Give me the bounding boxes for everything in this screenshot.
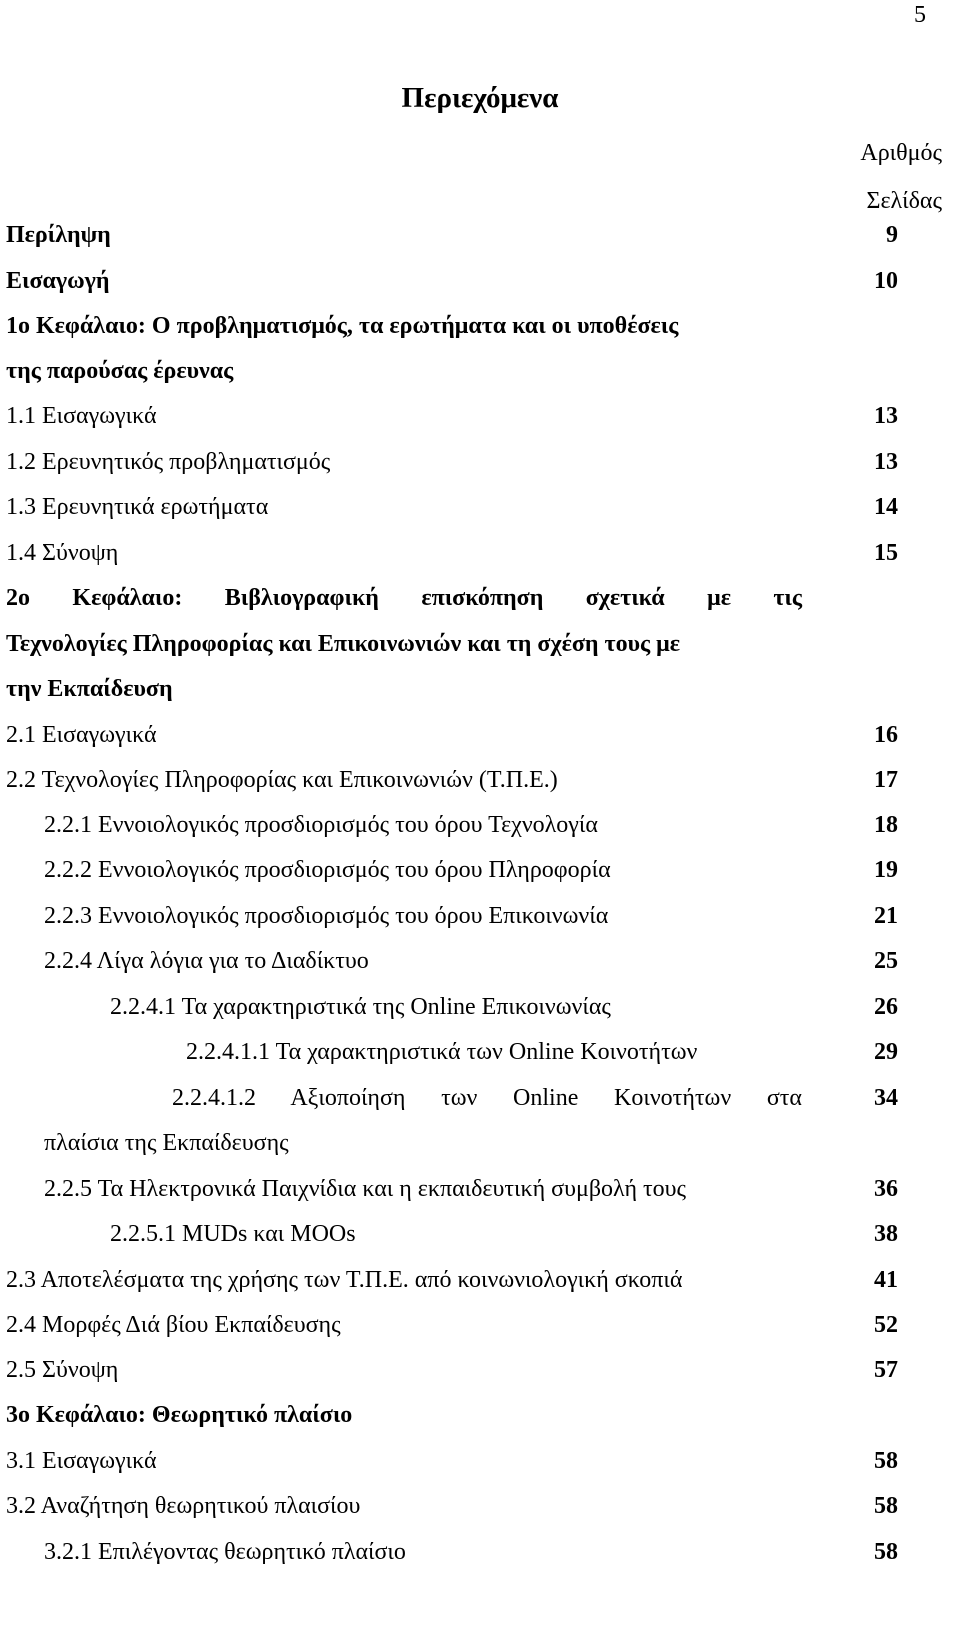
toc-entry-page: 38 [874, 1221, 898, 1247]
toc-entry [0, 403, 960, 449]
toc-entry-text: Τεχνολογίες Πληροφορίας και Επικοινωνιών και τη σχέση τους με [6, 631, 681, 657]
toc-entry-page: 36 [874, 1176, 898, 1202]
toc-entry-page: 15 [874, 540, 898, 566]
toc-entry-page: 13 [874, 449, 898, 475]
toc-entry-text: Περίληψη [6, 222, 111, 248]
page-number: 5 [914, 2, 926, 28]
toc-entry-page: 16 [874, 722, 898, 748]
toc-title: Περιεχόμενα [401, 82, 559, 114]
toc-entry [0, 222, 960, 268]
toc-entry-text: 2.2.2 Εννοιολογικός προσδιορισμός του όρου Πληροφορία [44, 857, 611, 883]
toc-entry-page: 18 [874, 812, 898, 838]
toc-entry-page: 58 [874, 1448, 898, 1474]
toc-entry [0, 313, 960, 359]
toc-entry [0, 1130, 960, 1176]
toc-entry-page: 13 [874, 403, 898, 429]
toc-entry [0, 1357, 960, 1403]
toc-entry-text: 2.2.4 Λίγα λόγια για το Διαδίκτυο [44, 948, 369, 974]
toc-entry-text: 2.2.4.1.1 Τα χαρακτηριστικά των Online Κοινοτήτων [186, 1039, 698, 1065]
toc-entry-text: 1ο Κεφάλαιο: Ο προβληματισμός, τα ερωτήματα και οι υποθέσεις [6, 313, 679, 339]
toc-entry [0, 1402, 960, 1448]
toc-entry-text: 3ο Κεφάλαιο: Θεωρητικό πλαίσιο [6, 1402, 353, 1428]
toc-entry-page: 29 [874, 1039, 898, 1065]
toc-entry [0, 268, 960, 314]
toc-entry-text: 2.2 Τεχνολογίες Πληροφορίας και Επικοινωνιών (Τ.Π.Ε.) [6, 767, 558, 793]
toc-entry-page: 17 [874, 767, 898, 793]
toc-entry-text: 2ο Κεφάλαιο: Βιβλιογραφική επισκόπηση σχετικά με τις [6, 585, 802, 611]
toc-entry-page: 58 [874, 1493, 898, 1519]
toc-entry [0, 540, 960, 586]
toc-entry [0, 1085, 960, 1131]
toc-entry [0, 857, 960, 903]
toc-entry-text: 2.4 Μορφές Διά βίου Εκπαίδευσης [6, 1312, 341, 1338]
toc-entry-text: 2.2.1 Εννοιολογικός προσδιορισμός του όρου Τεχνολογία [44, 812, 598, 838]
toc-entry [0, 1039, 960, 1085]
toc-entry-text: 2.2.5 Τα Ηλεκτρονικά Παιχνίδια και η εκπαιδευτική συμβολή τους [44, 1176, 687, 1202]
toc-entry-page: 14 [874, 494, 898, 520]
toc-entry-text: Εισαγωγή [6, 268, 110, 294]
toc-entry [0, 1221, 960, 1267]
toc-entry [0, 1539, 960, 1585]
toc-entry-text: 2.2.3 Εννοιολογικός προσδιορισμός του όρου Επικοινωνία [44, 903, 609, 929]
toc-entry [0, 358, 960, 404]
toc-entry-page: 34 [874, 1085, 898, 1111]
toc-entry [0, 1493, 960, 1539]
toc-entry [0, 631, 960, 677]
toc-entry-page: 25 [874, 948, 898, 974]
toc-entry [0, 1312, 960, 1358]
toc-entry [0, 948, 960, 994]
toc-entry-page: 57 [874, 1357, 898, 1383]
toc-entry-page: 41 [874, 1267, 898, 1293]
toc-entry-page: 26 [874, 994, 898, 1020]
toc-entry [0, 767, 960, 813]
toc-entry [0, 494, 960, 540]
toc-entry-text: 3.2.1 Επιλέγοντας θεωρητικό πλαίσιο [44, 1539, 406, 1565]
toc-entry-page: 21 [874, 903, 898, 929]
toc-entry [0, 1448, 960, 1494]
toc-entry-text: 1.1 Εισαγωγικά [6, 403, 157, 429]
toc-entry [0, 722, 960, 768]
toc-entry [0, 449, 960, 495]
toc-entry-text: πλαίσια της Εκπαίδευσης [44, 1130, 289, 1156]
toc-entry-page: 10 [874, 268, 898, 294]
toc-entry-page: 58 [874, 1539, 898, 1565]
toc-entry [0, 903, 960, 949]
toc-entry-text: 1.4 Σύνοψη [6, 540, 119, 566]
page-column-header-line1: Αριθμός [860, 140, 942, 166]
page-column-header-line2: Σελίδας [866, 188, 942, 214]
toc-entry-text: 2.2.5.1 MUDs και MOOs [110, 1221, 356, 1247]
toc-entry [0, 812, 960, 858]
toc-entry-text: 2.1 Εισαγωγικά [6, 722, 157, 748]
toc-entry-text: της παρούσας έρευνας [6, 358, 234, 384]
toc-entry-text: 1.3 Ερευνητικά ερωτήματα [6, 494, 269, 520]
toc-entry-text: 3.1 Εισαγωγικά [6, 1448, 157, 1474]
toc-entry-page: 19 [874, 857, 898, 883]
toc-entry-text: 2.2.4.1.2 Αξιοποίηση των Online Κοινοτήτων στα [172, 1085, 802, 1111]
toc-entry [0, 676, 960, 722]
toc-entry-text: 2.3 Αποτελέσματα της χρήσης των Τ.Π.Ε. από κοινωνιολογική σκοπιά [6, 1267, 683, 1293]
toc-entry [0, 1176, 960, 1222]
toc-entry-page: 52 [874, 1312, 898, 1338]
toc-entry-page: 9 [886, 222, 898, 248]
toc-entry [0, 994, 960, 1040]
toc-entry [0, 585, 960, 631]
toc-entry-text: 3.2 Αναζήτηση θεωρητικού πλαισίου [6, 1493, 361, 1519]
toc-entry-text: την Εκπαίδευση [6, 676, 173, 702]
toc-entry-text: 2.2.4.1 Τα χαρακτηριστικά της Online Επικοινωνίας [110, 994, 611, 1020]
toc-entry-text: 1.2 Ερευνητικός προβληματισμός [6, 449, 331, 475]
toc-entry-text: 2.5 Σύνοψη [6, 1357, 119, 1383]
toc-entry [0, 1267, 960, 1313]
